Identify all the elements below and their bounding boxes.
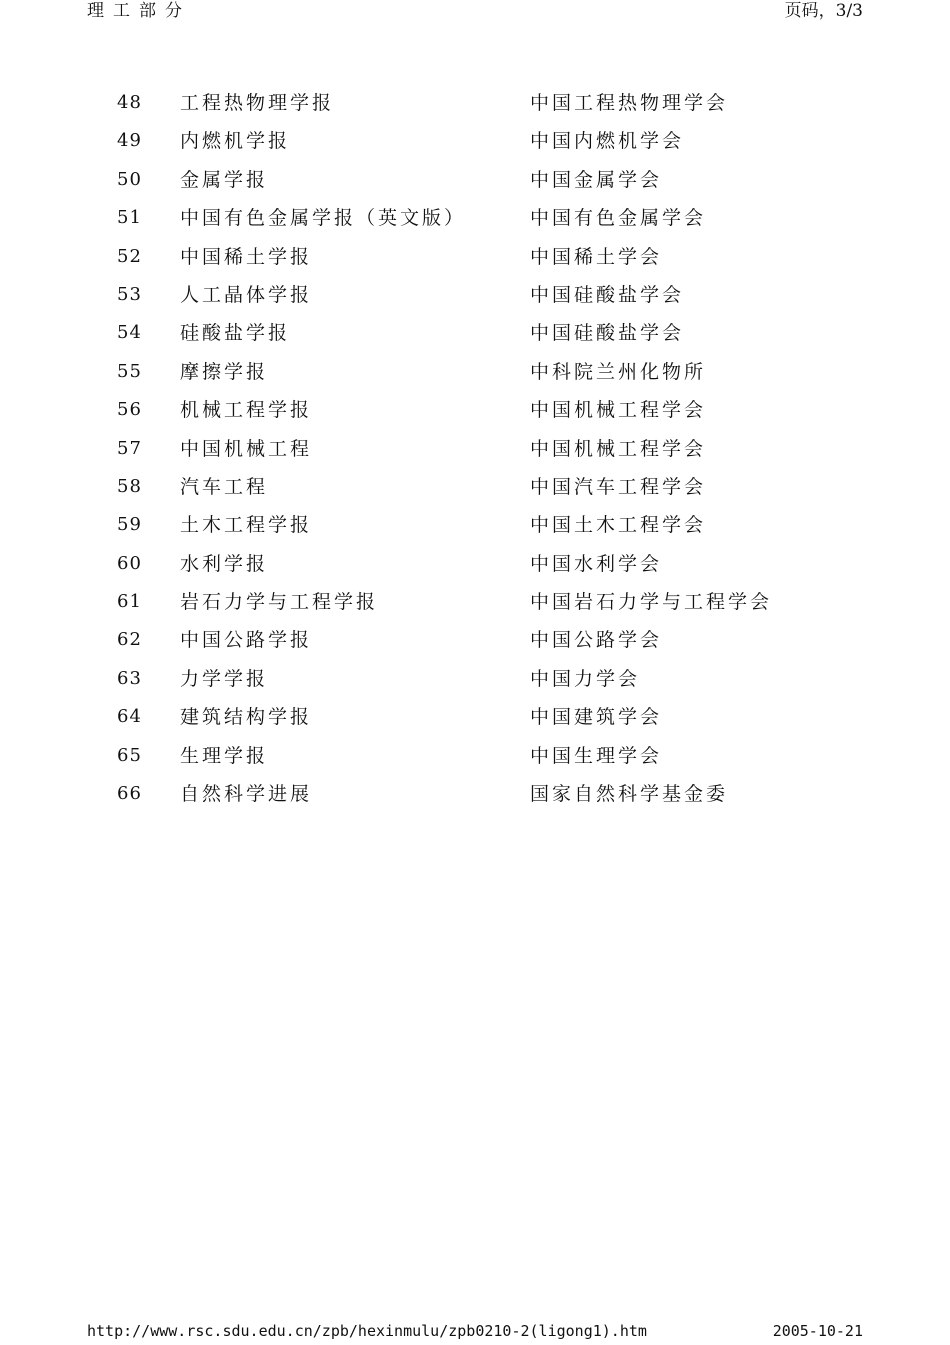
journal-number: 65 (117, 744, 142, 766)
journal-organization: 中科院兰州化物所 (530, 360, 707, 383)
journal-row (0, 468, 950, 506)
journal-number: 56 (117, 399, 142, 421)
journal-row (0, 583, 950, 621)
journal-name: 摩擦学报 (180, 360, 269, 383)
journal-organization: 中国水利学会 (530, 552, 663, 575)
journal-number: 54 (117, 322, 142, 344)
journal-number: 62 (117, 629, 142, 651)
journal-row (0, 238, 950, 276)
journal-organization: 中国汽车工程学会 (530, 475, 707, 498)
journal-name: 硅酸盐学报 (180, 322, 291, 345)
journal-row (0, 698, 950, 736)
journal-row (0, 737, 950, 775)
journal-name: 生理学报 (180, 744, 269, 767)
journal-organization: 中国内燃机学会 (530, 130, 685, 153)
journal-organization: 中国工程热物理学会 (530, 92, 729, 114)
journal-number: 48 (117, 92, 142, 113)
journal-number: 59 (117, 514, 142, 536)
journal-organization: 中国机械工程学会 (530, 399, 707, 422)
journal-row (0, 506, 950, 544)
journal-row (0, 199, 950, 237)
journal-number: 60 (117, 552, 142, 574)
journal-number: 64 (117, 706, 142, 728)
journal-row (0, 161, 950, 199)
journal-number: 52 (117, 245, 142, 267)
journal-name: 金属学报 (180, 168, 269, 191)
journal-list (0, 84, 950, 813)
journal-name: 中国公路学报 (180, 629, 313, 652)
journal-number: 49 (117, 130, 142, 152)
journal-name: 中国机械工程 (180, 437, 313, 460)
journal-name: 力学学报 (180, 667, 269, 690)
journal-row (0, 122, 950, 160)
journal-row (0, 621, 950, 659)
journal-row (0, 353, 950, 391)
journal-name: 自然科学进展 (180, 783, 313, 806)
journal-row (0, 314, 950, 352)
journal-name: 中国有色金属学报（英文版） (180, 207, 467, 230)
journal-organization: 中国力学会 (530, 667, 641, 690)
journal-name: 中国稀土学报 (180, 245, 313, 268)
journal-number: 66 (117, 783, 142, 805)
journal-number: 58 (117, 475, 142, 497)
journal-name: 人工晶体学报 (180, 283, 313, 306)
journal-number: 55 (117, 360, 142, 382)
journal-number: 53 (117, 283, 142, 305)
page-indicator: 页码，3/3 (784, 1, 863, 21)
journal-number: 63 (117, 667, 142, 689)
footer-date: 2005-10-21 (772, 1322, 863, 1340)
journal-name: 汽车工程 (180, 475, 269, 498)
journal-row (0, 84, 950, 122)
journal-number: 51 (117, 207, 142, 229)
journal-number: 50 (117, 168, 142, 190)
journal-name: 工程热物理学报 (180, 92, 335, 114)
journal-organization: 中国硅酸盐学会 (530, 283, 685, 306)
journal-organization: 中国生理学会 (530, 744, 663, 767)
journal-organization: 中国稀土学会 (530, 245, 663, 268)
journal-name: 土木工程学报 (180, 514, 313, 537)
journal-name: 机械工程学报 (180, 399, 313, 422)
footer-url: http://www.rsc.sdu.edu.cn/zpb/hexinmulu/zpb0210-2(ligong1).htm (87, 1322, 647, 1340)
journal-row (0, 660, 950, 698)
journal-organization: 中国硅酸盐学会 (530, 322, 685, 345)
journal-organization: 中国建筑学会 (530, 706, 663, 729)
journal-organization: 中国金属学会 (530, 168, 663, 191)
journal-organization: 国家自然科学基金委 (530, 783, 729, 806)
journal-name: 岩石力学与工程学报 (180, 591, 379, 614)
journal-row (0, 276, 950, 314)
journal-organization: 中国有色金属学会 (530, 207, 707, 230)
journal-name: 水利学报 (180, 552, 269, 575)
journal-row (0, 391, 950, 429)
journal-organization: 中国土木工程学会 (530, 514, 707, 537)
journal-organization: 中国岩石力学与工程学会 (530, 591, 773, 614)
journal-row (0, 775, 950, 813)
journal-organization: 中国机械工程学会 (530, 437, 707, 460)
journal-name: 内燃机学报 (180, 130, 291, 153)
journal-name: 建筑结构学报 (180, 706, 313, 729)
journal-organization: 中国公路学会 (530, 629, 663, 652)
journal-number: 57 (117, 437, 142, 459)
section-title: 理工部分 (87, 1, 191, 21)
journal-row (0, 545, 950, 583)
journal-number: 61 (117, 591, 142, 613)
journal-row (0, 430, 950, 468)
